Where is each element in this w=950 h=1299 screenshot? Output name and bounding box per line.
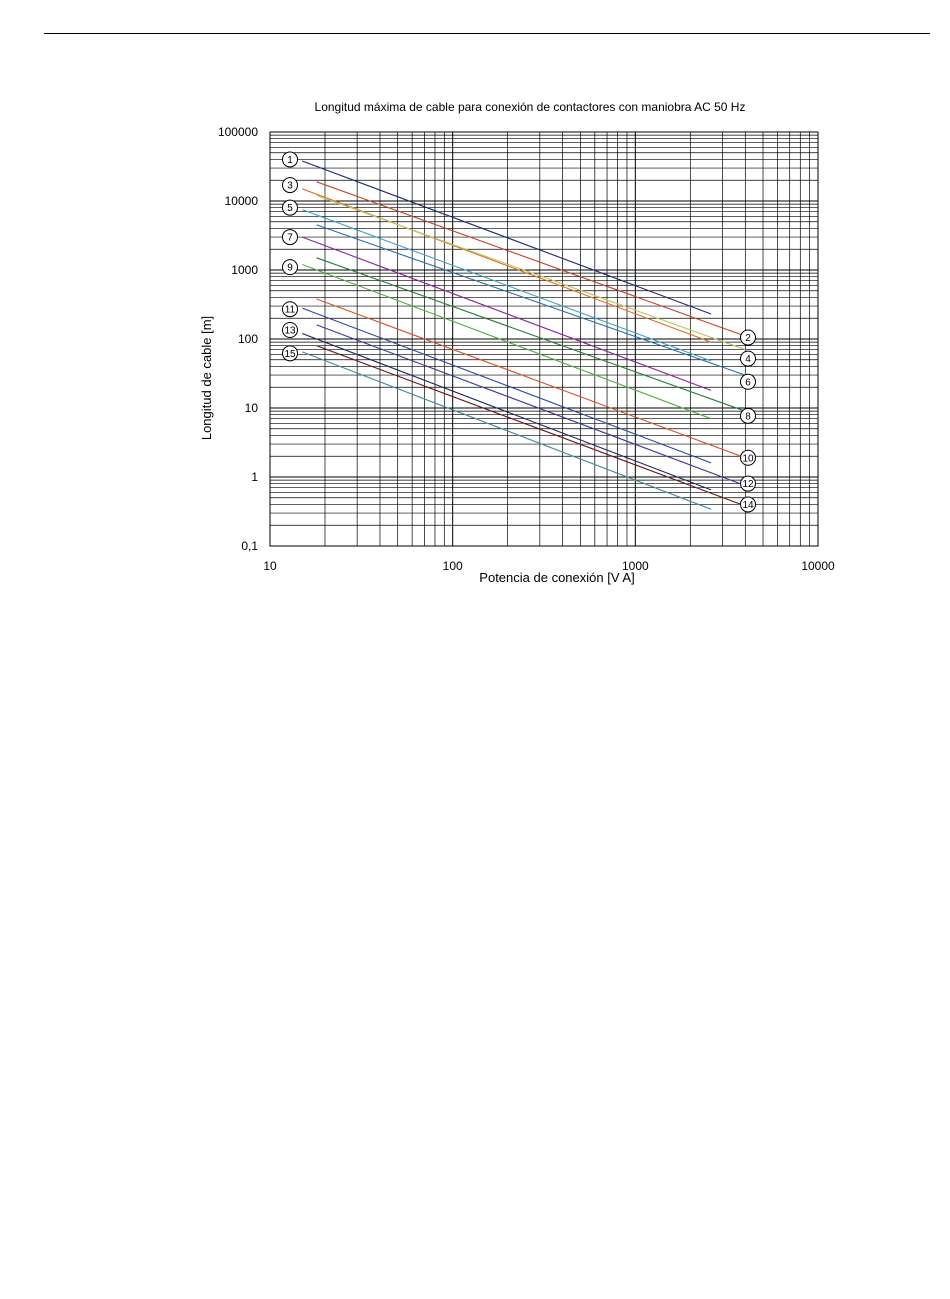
curve-tag-9 <box>283 260 298 275</box>
curve-tag-number: 10 <box>742 453 754 465</box>
curve-tag-number: 15 <box>284 348 296 360</box>
y-axis-label: Longitud de cable [m] <box>199 315 214 441</box>
curve-tag-number: 6 <box>745 377 751 389</box>
y-tick-label: 0,1 <box>241 539 258 553</box>
curve-tag-number: 12 <box>742 479 754 491</box>
curve-tag-5 <box>283 200 298 215</box>
curve-tag-13 <box>283 323 298 338</box>
curve-tag-number: 14 <box>742 499 754 511</box>
curve-tag-number: 1 <box>287 154 293 166</box>
x-tick-label: 100 <box>442 559 463 573</box>
curve-tag-number: 7 <box>287 232 293 244</box>
x-tick-label: 1000 <box>621 559 649 573</box>
series-lines <box>302 161 745 509</box>
y-tick-label: 10000 <box>224 194 258 208</box>
series-line-12 <box>317 325 746 486</box>
curve-tag-number: 5 <box>287 203 293 215</box>
series-line-14 <box>317 346 746 506</box>
series-line-4 <box>317 196 746 350</box>
curve-tag-4 <box>741 351 756 366</box>
y-tick-label: 1 <box>251 470 258 484</box>
series-line-11 <box>302 308 711 463</box>
curve-tag-12 <box>741 476 756 491</box>
curve-tag-7 <box>283 230 298 245</box>
curve-tag-number: 4 <box>745 354 751 366</box>
curve-tag-3 <box>283 178 298 193</box>
x-tick-label: 10000 <box>801 559 835 573</box>
curve-tag-number: 8 <box>745 411 751 423</box>
curve-tag-2 <box>741 330 756 345</box>
curve-tag-10 <box>741 450 756 465</box>
series-line-6 <box>317 225 746 375</box>
curve-tag-1 <box>283 152 298 167</box>
y-tick-label: 1000 <box>231 263 258 277</box>
series-line-13 <box>302 334 711 490</box>
x-axis-label: Potencia de conexión [V A] <box>479 570 635 585</box>
curve-tag-number: 13 <box>284 325 296 337</box>
curve-tag-14 <box>741 497 756 512</box>
curve-tag-number: 11 <box>284 304 296 316</box>
y-tick-label: 10 <box>244 401 258 415</box>
y-tick-label: 100 <box>237 332 258 346</box>
series-line-7 <box>302 237 711 390</box>
x-tick-label: 10 <box>263 559 277 573</box>
curve-tag-number: 9 <box>287 262 293 274</box>
series-line-15 <box>302 352 711 509</box>
curve-tag-8 <box>741 408 756 423</box>
curve-tag-11 <box>283 302 298 317</box>
y-tick-label: 100000 <box>217 125 258 139</box>
curve-tag-6 <box>741 374 756 389</box>
series-line-2 <box>317 182 746 336</box>
chart-title: Longitud máxima de cable para conexión de contactores con maniobra AC 50 Hz <box>314 100 746 114</box>
curve-tag-15 <box>283 346 298 361</box>
curve-tag-number: 3 <box>287 180 293 192</box>
curve-tag-number: 2 <box>745 333 751 345</box>
